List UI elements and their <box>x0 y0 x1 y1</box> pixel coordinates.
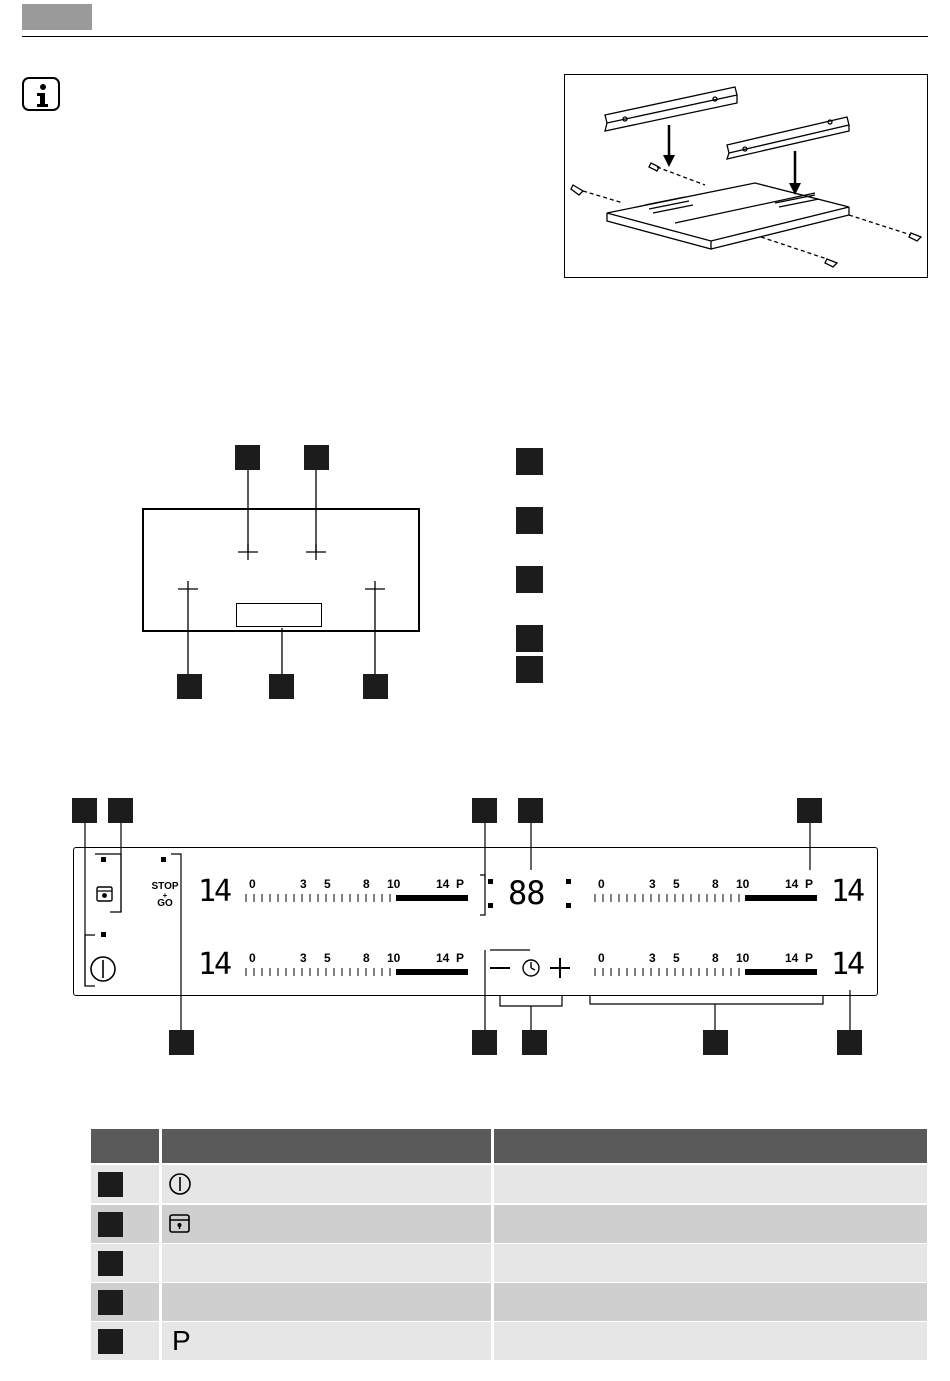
svg-text:5: 5 <box>324 951 331 965</box>
svg-text:5: 5 <box>673 951 680 965</box>
table-cell <box>162 1283 491 1321</box>
callout-marker <box>703 1030 728 1055</box>
table-row <box>91 1165 927 1203</box>
svg-text:3: 3 <box>649 877 656 891</box>
table-cell <box>162 1205 491 1243</box>
go-label: GO <box>157 898 173 909</box>
heat-slider-scale <box>244 950 470 980</box>
svg-text:10: 10 <box>387 951 401 965</box>
heat-slider-scale <box>593 876 819 906</box>
table-header-cell <box>91 1129 159 1163</box>
timer-plus-button[interactable] <box>549 958 573 978</box>
table-cell <box>91 1244 159 1282</box>
section-tab <box>22 4 92 30</box>
callout-marker <box>177 674 202 699</box>
timer-icon[interactable] <box>520 958 542 978</box>
table-header-row <box>91 1129 927 1163</box>
stop-label: STOP <box>151 881 179 892</box>
zone-display: 14 <box>831 874 864 909</box>
stop-go-button[interactable] <box>150 882 180 909</box>
booster-symbol: P <box>172 1325 191 1356</box>
heat-slider[interactable] <box>593 876 819 906</box>
zone-display: 14 <box>831 947 864 982</box>
header-divider <box>22 36 928 37</box>
zone-display: 14 <box>198 874 231 909</box>
table-row <box>91 1205 927 1243</box>
scale-label-8: 8 <box>363 877 370 891</box>
table-header-cell <box>162 1129 491 1163</box>
heat-slider[interactable] <box>244 950 470 980</box>
svg-text:P: P <box>805 951 814 965</box>
scale-label-10: 10 <box>387 877 401 891</box>
scale-label-0: 0 <box>249 877 256 891</box>
hob-leader-lines <box>140 460 430 700</box>
table-header-cell <box>494 1129 927 1163</box>
scale-label-14: 14 <box>436 877 450 891</box>
callout-marker <box>837 1030 862 1055</box>
table-row <box>91 1322 927 1360</box>
lock-button[interactable] <box>95 885 115 905</box>
installation-brackets-figure <box>565 75 929 279</box>
scale-label-5: 5 <box>324 877 331 891</box>
row-number-marker <box>98 1329 123 1354</box>
svg-text:14: 14 <box>436 951 450 965</box>
power-icon <box>168 1172 192 1196</box>
svg-text:10: 10 <box>736 877 750 891</box>
callout-marker <box>522 1030 547 1055</box>
callout-marker <box>472 1030 497 1055</box>
table-cell <box>91 1205 159 1243</box>
table-row <box>91 1244 927 1282</box>
svg-text:8: 8 <box>712 951 719 965</box>
table-cell <box>494 1283 927 1321</box>
row-number-marker <box>98 1290 123 1315</box>
row-number-marker <box>98 1251 123 1276</box>
info-icon <box>22 77 60 111</box>
svg-text:14: 14 <box>785 877 799 891</box>
legend-marker <box>516 566 543 593</box>
svg-text:0: 0 <box>598 951 605 965</box>
svg-text:3: 3 <box>649 951 656 965</box>
table-cell <box>91 1322 159 1360</box>
timer-display: 88 <box>508 874 545 912</box>
table-cell <box>494 1322 927 1360</box>
row-number-marker <box>98 1172 123 1197</box>
control-panel-graphics <box>0 790 950 1070</box>
table-cell <box>494 1244 927 1282</box>
legend-marker <box>516 448 543 475</box>
svg-text:P: P <box>805 877 814 891</box>
svg-text:10: 10 <box>736 951 750 965</box>
legend-marker <box>516 507 543 534</box>
zone-display: 14 <box>198 947 231 982</box>
svg-text:P: P <box>456 951 465 965</box>
heat-slider-scale <box>244 876 470 906</box>
svg-text:8: 8 <box>712 877 719 891</box>
row-number-marker <box>98 1212 123 1237</box>
svg-text:8: 8 <box>363 951 370 965</box>
svg-text:3: 3 <box>300 951 307 965</box>
plus-label: + <box>162 891 168 900</box>
callout-marker <box>169 1030 194 1055</box>
table-cell <box>162 1165 491 1203</box>
heat-slider[interactable] <box>593 950 819 980</box>
callout-marker <box>363 674 388 699</box>
scale-label-p: P <box>456 877 465 891</box>
svg-text:14: 14 <box>785 951 799 965</box>
table-cell <box>162 1322 491 1360</box>
table-cell <box>494 1165 927 1203</box>
legend-marker <box>516 625 543 652</box>
heat-slider[interactable] <box>244 876 470 906</box>
svg-text:0: 0 <box>249 951 256 965</box>
callout-marker <box>269 674 294 699</box>
table-cell <box>494 1205 927 1243</box>
controls-table <box>91 1129 927 1361</box>
table-row <box>91 1283 927 1321</box>
table-cell <box>162 1244 491 1282</box>
svg-text:5: 5 <box>673 877 680 891</box>
table-cell <box>91 1283 159 1321</box>
svg-text:0: 0 <box>598 877 605 891</box>
installation-figure <box>564 74 928 278</box>
timer-minus-button[interactable] <box>488 958 512 978</box>
lock-icon <box>169 1214 191 1234</box>
heat-slider-scale <box>593 950 819 980</box>
table-cell <box>91 1165 159 1203</box>
legend-marker <box>516 656 543 683</box>
scale-label-3: 3 <box>300 877 307 891</box>
power-button[interactable] <box>89 955 117 983</box>
